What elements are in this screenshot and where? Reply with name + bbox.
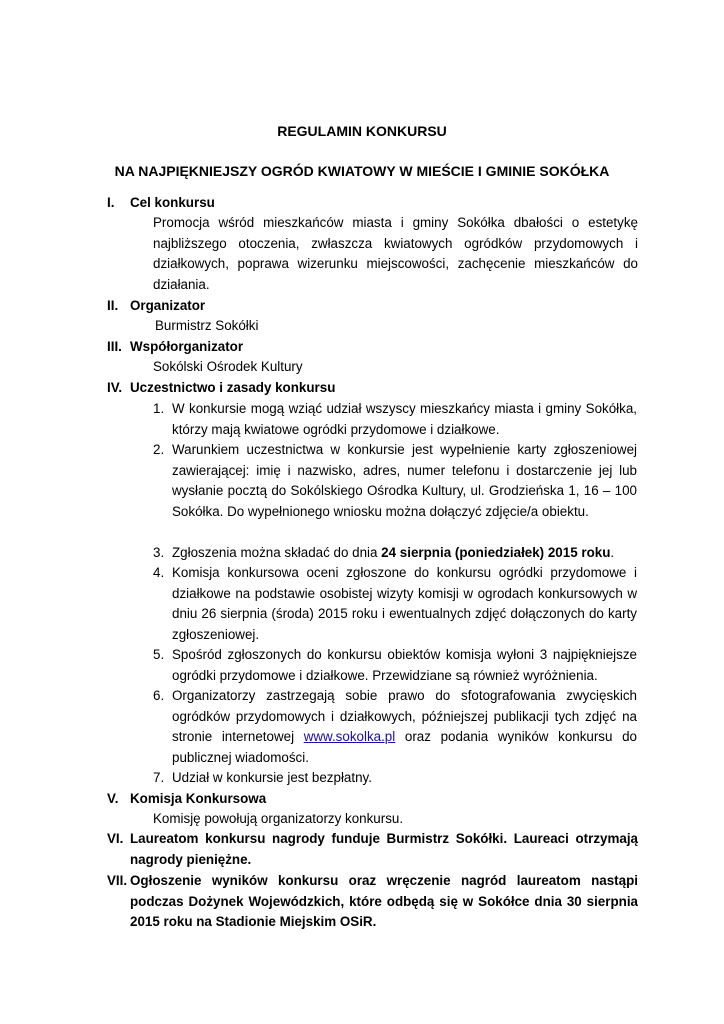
section-number: VI.: [107, 831, 124, 846]
section-heading: Współorganizator: [130, 339, 244, 354]
list-item-text: .: [610, 545, 615, 560]
list-item-number: 6.: [153, 688, 165, 703]
list-item-text: Organizatorzy zastrzegają sobie prawo do sfotografowania zwycięskich ogródków przydomowych i działkowych, późniejszej publikacji tych zdjęć na stronie internetowej: [172, 688, 637, 745]
section-text: Ogłoszenie wyników konkursu oraz wręczenie nagród laureatom nastąpi podczas Dożynek Wojewódzkich, które odbędą się w Sokółce dnia 30 sierpnia 2015 roku na Stadionie Miejskim OSiR.: [130, 873, 638, 930]
document-subtitle: NA NAJPIĘKNIEJSZY OGRÓD KWIATOWY W MIEŚCIE I GMINIE SOKÓŁKA: [114, 163, 610, 179]
section-text: Laureatom konkursu nagrody funduje Burmistrz Sokółki. Laureaci otrzymają nagrody pieniężne.: [130, 831, 638, 867]
section-text: Sokólski Ośrodek Kultury: [153, 359, 303, 374]
section-heading: Uczestnictwo i zasady konkursu: [130, 380, 336, 395]
list-item: Udział w konkursie jest bezpłatny.: [172, 770, 372, 785]
section-number: II.: [107, 298, 119, 313]
list-item-number: 1.: [153, 401, 165, 416]
document-title: REGULAMIN KONKURSU: [277, 123, 447, 139]
deadline-date: 24 sierpnia (poniedziałek) 2015 roku: [381, 545, 611, 560]
section-text: Promocja wśród mieszkańców miasta i gminy Sokółka dbałości o estetykę najbliższego otoczenia, zwłaszcza kwiatowych ogródków przydomowych i działkowych, poprawa wizerunku miejscowości, zachęcenie mieszkańców do działania.: [153, 215, 638, 292]
section-number: V.: [107, 791, 119, 806]
section-number: IV.: [107, 380, 123, 395]
section-heading: Komisja Konkursowa: [130, 791, 267, 806]
list-item: W konkursie mogą wziąć udział wszyscy mieszkańcy miasta i gminy Sokółka, którzy mają kwiatowe ogródki przydomowe i działkowe.: [172, 401, 637, 437]
list-item-text: oraz podania wyników konkursu do publicznej wiadomości.: [172, 729, 637, 765]
list-item: [172, 686, 637, 768]
list-item-number: 2.: [153, 442, 165, 457]
section-heading: Organizator: [130, 298, 206, 313]
list-item-number: 7.: [153, 770, 165, 785]
section-text: Komisję powołują organizatorzy konkursu.: [153, 811, 404, 826]
list-item: [172, 543, 637, 564]
section-number: I.: [107, 195, 115, 210]
section-text: Burmistrz Sokółki: [155, 318, 259, 333]
section-number: VII.: [107, 873, 128, 888]
website-link[interactable]: www.sokolka.pl: [303, 729, 396, 745]
list-item-number: 5.: [153, 647, 165, 662]
section-heading: Cel konkursu: [130, 195, 215, 210]
list-item: Komisja konkursowa oceni zgłoszone do konkursu ogródki przydomowe i działkowe na podstawie osobistej wizyty komisji w ogrodach konkursowych w dniu 26 sierpnia (środa) 2015 roku i ewentualnych zdjęć dołączonych do karty zgłoszeniowej.: [172, 565, 637, 642]
list-item: Spośród zgłoszonych do konkursu obiektów komisja wyłoni 3 najpiękniejsze ogródki przydomowe i działkowe. Przewidziane są również wyróżnienia.: [172, 647, 637, 683]
list-item-number: 3.: [153, 545, 165, 560]
list-item-text: Zgłoszenia można składać do dnia: [172, 545, 382, 560]
list-item: Warunkiem uczestnictwa w konkursie jest wypełnienie karty zgłoszeniowej zawierającej: imię i nazwisko, adres, numer telefonu i dostarczenie jej lub wysłanie pocztą do Sokólskiego Ośrodka Kultury, ul. Grodzieńska 1, 16 – 100 Sokółka. Do wypełnionego wniosku można dołączyć zdjęcie/a obiektu.: [172, 442, 637, 519]
list-item-number: 4.: [153, 565, 165, 580]
section-number: III.: [107, 339, 122, 354]
